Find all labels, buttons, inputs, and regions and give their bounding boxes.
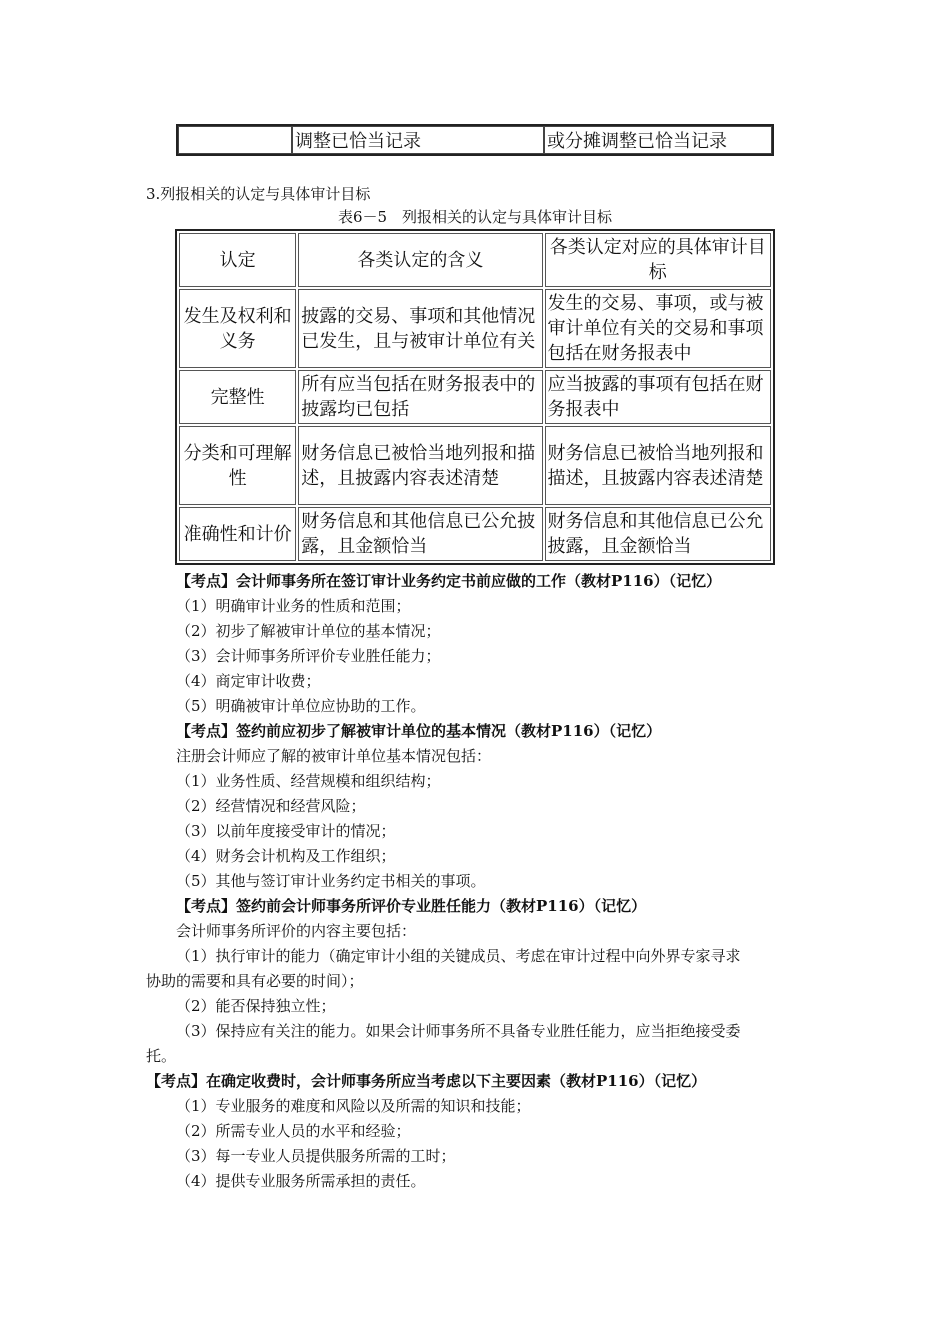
column-header: 认定 xyxy=(179,233,296,287)
table-row xyxy=(179,289,771,368)
column-header: 各类认定对应的具体审计目标 xyxy=(545,233,771,287)
table-row xyxy=(178,126,772,154)
list-item: （1）专业服务的难度和风险以及所需的知识和技能； xyxy=(176,1097,531,1115)
table-header-row xyxy=(179,233,771,287)
table-row xyxy=(179,507,771,561)
list-item: （4）商定审计收费； xyxy=(176,672,321,690)
table-cell: 准确性和计价 xyxy=(179,507,296,561)
list-item: （3）保持应有关注的能力。如果会计师事务所不具备专业胜任能力，应当拒绝接受委 xyxy=(176,1022,741,1040)
table-cell: 所有应当包括在财务报表中的披露均已包括 xyxy=(298,370,542,424)
list-item: （3）每一专业人员提供服务所需的工时； xyxy=(176,1147,456,1165)
list-item: 托。 xyxy=(146,1047,177,1065)
assertions-table xyxy=(175,229,775,565)
section-heading: 【考点】签约前会计师事务所评价专业胜任能力（教材P116）（记忆） xyxy=(176,897,647,915)
table-cell: 分类和可理解性 xyxy=(179,426,296,505)
table-cell: 披露的交易、事项和其他情况已发生，且与被审计单位有关 xyxy=(298,289,542,368)
table-cell: 发生及权利和义务 xyxy=(179,289,296,368)
list-item: （1）业务性质、经营规模和组织结构； xyxy=(176,772,441,790)
table-cell: 发生的交易、事项，或与被审计单位有关的交易和事项包括在财务报表中 xyxy=(545,289,771,368)
list-item: （2）能否保持独立性； xyxy=(176,997,336,1015)
list-item: （2）经营情况和经营风险； xyxy=(176,797,366,815)
list-item: （5）明确被审计单位应协助的工作。 xyxy=(176,697,426,715)
section-heading: 【考点】签约前应初步了解被审计单位的基本情况（教材P116）（记忆） xyxy=(176,722,662,740)
section-heading: 【考点】在确定收费时，会计师事务所应当考虑以下主要因素（教材P116）（记忆） xyxy=(146,1072,707,1090)
list-item: 协助的需要和具有必要的时间）； xyxy=(146,972,364,990)
list-item: （2）初步了解被审计单位的基本情况； xyxy=(176,622,441,640)
list-item: （2）所需专业人员的水平和经验； xyxy=(176,1122,411,1140)
list-item: （4）财务会计机构及工作组织； xyxy=(176,847,396,865)
table-cell: 财务信息和其他信息已公允披露，且金额恰当 xyxy=(545,507,771,561)
list-item: （5）其他与签订审计业务约定书相关的事项。 xyxy=(176,872,486,890)
table-cell: 应当披露的事项有包括在财务报表中 xyxy=(545,370,771,424)
table-row xyxy=(179,370,771,424)
table-cell xyxy=(178,126,292,154)
list-item: （1）执行审计的能力（确定审计小组的关键成员、考虑在审计过程中向外界专家寻求 xyxy=(176,947,741,965)
table-cell: 财务信息已被恰当地列报和描述，且披露内容表述清楚 xyxy=(298,426,542,505)
section-intro: 注册会计师应了解的被审计单位基本情况包括： xyxy=(176,747,492,765)
table-cell: 财务信息和其他信息已公允披露，且金额恰当 xyxy=(298,507,542,561)
table-cell: 完整性 xyxy=(179,370,296,424)
section-intro: 会计师事务所评价的内容主要包括： xyxy=(176,922,417,940)
section-heading: 【考点】会计师事务所在签订审计业务约定书前应做的工作（教材P116）（记忆） xyxy=(176,572,722,590)
section-title: 3.列报相关的认定与具体审计目标 xyxy=(146,185,371,203)
continued-table xyxy=(176,124,774,156)
list-item: （1）明确审计业务的性质和范围； xyxy=(176,597,411,615)
table-caption: 表6－5 列报相关的认定与具体审计目标 xyxy=(337,208,613,226)
table-row xyxy=(179,426,771,505)
list-item: （4）提供专业服务所需承担的责任。 xyxy=(176,1172,426,1190)
list-item: （3）以前年度接受审计的情况； xyxy=(176,822,396,840)
table-cell: 财务信息已被恰当地列报和描述，且披露内容表述清楚 xyxy=(545,426,771,505)
table-cell: 调整已恰当记录 xyxy=(292,126,544,154)
table-cell: 或分摊调整已恰当记录 xyxy=(544,126,772,154)
column-header: 各类认定的含义 xyxy=(298,233,542,287)
list-item: （3）会计师事务所评价专业胜任能力； xyxy=(176,647,441,665)
